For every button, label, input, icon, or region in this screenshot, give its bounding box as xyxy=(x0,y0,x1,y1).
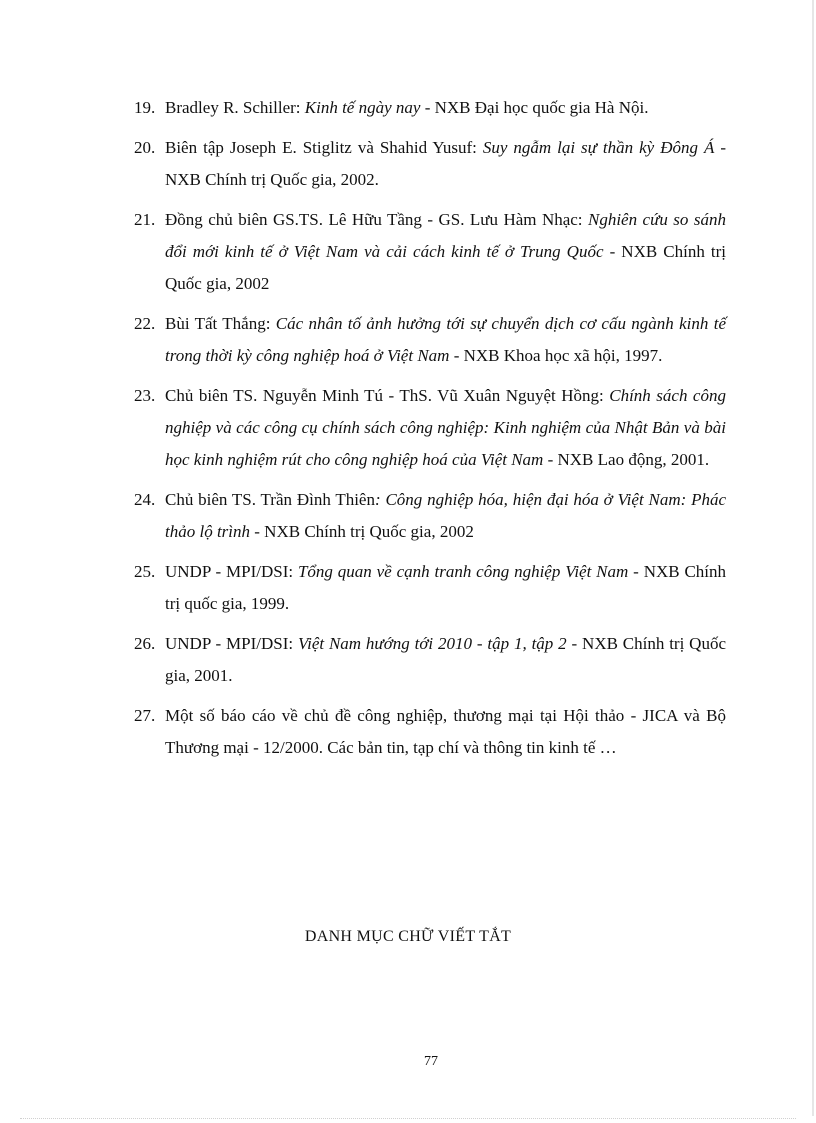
reference-text xyxy=(165,634,726,685)
reference-title: Kinh tế ngày nay xyxy=(304,98,421,117)
reference-number: 24. xyxy=(134,490,156,509)
reference-segment: Biên tập Joseph E. Stiglitz và Shahid Yusuf: xyxy=(165,138,483,157)
reference-list xyxy=(134,92,726,772)
reference-segment: UNDP - MPI/DSI: xyxy=(165,634,298,653)
reference-title: Suy ngẫm lại sự thần kỳ Đông Á xyxy=(482,138,715,157)
reference-segment: - NXB Chính trị Quốc gia, 2002. xyxy=(165,138,726,189)
reference-number: 25. xyxy=(134,562,156,581)
reference-segment: Chủ biên TS. Trần Đình Thiên xyxy=(165,490,375,509)
reference-title: Tổng quan về cạnh tranh công nghiệp Việt Nam xyxy=(297,562,629,581)
reference-text xyxy=(165,562,726,613)
reference-segment: UNDP - MPI/DSI: xyxy=(165,562,298,581)
reference-text xyxy=(165,314,726,365)
reference-title: Các nhân tố ảnh hưởng tới sự chuyển dịch cơ cấu ngành kinh tế trong thời kỳ công nghiệp hoá ở Việt Nam xyxy=(165,314,726,365)
reference-title: Việt Nam hướng tới 2010 - tập 1, tập 2 xyxy=(297,634,567,653)
reference-item xyxy=(134,700,726,764)
reference-item xyxy=(134,308,726,372)
reference-item xyxy=(134,380,726,476)
reference-item xyxy=(134,556,726,620)
reference-segment: - NXB Chính trị quốc gia, 1999. xyxy=(165,562,726,613)
reference-number: 21. xyxy=(134,210,156,229)
reference-number: 27. xyxy=(134,706,156,725)
reference-item xyxy=(134,92,726,124)
page-edge-shadow xyxy=(812,0,814,1116)
reference-item xyxy=(134,132,726,196)
reference-segment: - NXB Lao động, 2001. xyxy=(543,450,710,469)
reference-segment: Chủ biên TS. Nguyễn Minh Tú - ThS. Vũ Xuân Nguyệt Hồng: xyxy=(165,386,610,405)
reference-title: Nghiên cứu so sánh đổi mới kinh tế ở Việt Nam và cải cách kinh tế ở Trung Quốc xyxy=(165,210,726,261)
reference-segment: Bùi Tất Thắng: xyxy=(165,314,276,333)
page-bottom-border xyxy=(20,1118,796,1119)
reference-text xyxy=(165,386,726,469)
reference-text xyxy=(165,210,726,293)
reference-text xyxy=(165,490,726,541)
reference-segment: - NXB Chính trị Quốc gia, 2001. xyxy=(165,634,726,685)
reference-item xyxy=(134,628,726,692)
reference-text xyxy=(165,138,726,189)
section-heading: DANH MỤC CHỮ VIẾT TẮT xyxy=(304,928,512,945)
reference-text xyxy=(165,98,648,117)
reference-segment: - NXB Chính trị Quốc gia, 2002 xyxy=(165,242,726,293)
reference-item xyxy=(134,484,726,548)
reference-segment: - NXB Khoa học xã hội, 1997. xyxy=(449,346,663,365)
reference-segment: Bradley R. Schiller: xyxy=(165,98,305,117)
reference-number: 20. xyxy=(134,138,156,157)
reference-number: 23. xyxy=(134,386,156,405)
reference-segment: Một số báo cáo về chủ đề công nghiệp, thương mại tại Hội thảo - JICA và Bộ Thương mại - 12/2000. Các bản tin, tạp chí và thông tin kinh tế … xyxy=(165,706,726,757)
reference-segment: Đồng chủ biên GS.TS. Lê Hữu Tầng - GS. Lưu Hàm Nhạc: xyxy=(165,210,588,229)
reference-segment: - NXB Đại học quốc gia Hà Nội. xyxy=(420,98,649,117)
reference-number: 26. xyxy=(134,634,156,653)
reference-number: 22. xyxy=(134,314,156,333)
reference-text xyxy=(165,706,726,757)
reference-item xyxy=(134,204,726,300)
reference-title: : Công nghiệp hóa, hiện đại hóa ở Việt Nam: Phác thảo lộ trình xyxy=(165,490,727,541)
page-number: 77 xyxy=(424,1054,438,1069)
reference-number: 19. xyxy=(134,98,156,117)
reference-title: Chính sách công nghiệp và các công cụ chính sách công nghiệp: Kinh nghiệm của Nhật Bản và bài học kinh nghiệm rút cho công nghiệp hoá của Việt Nam xyxy=(165,386,726,469)
reference-segment: - NXB Chính trị Quốc gia, 2002 xyxy=(250,522,474,541)
